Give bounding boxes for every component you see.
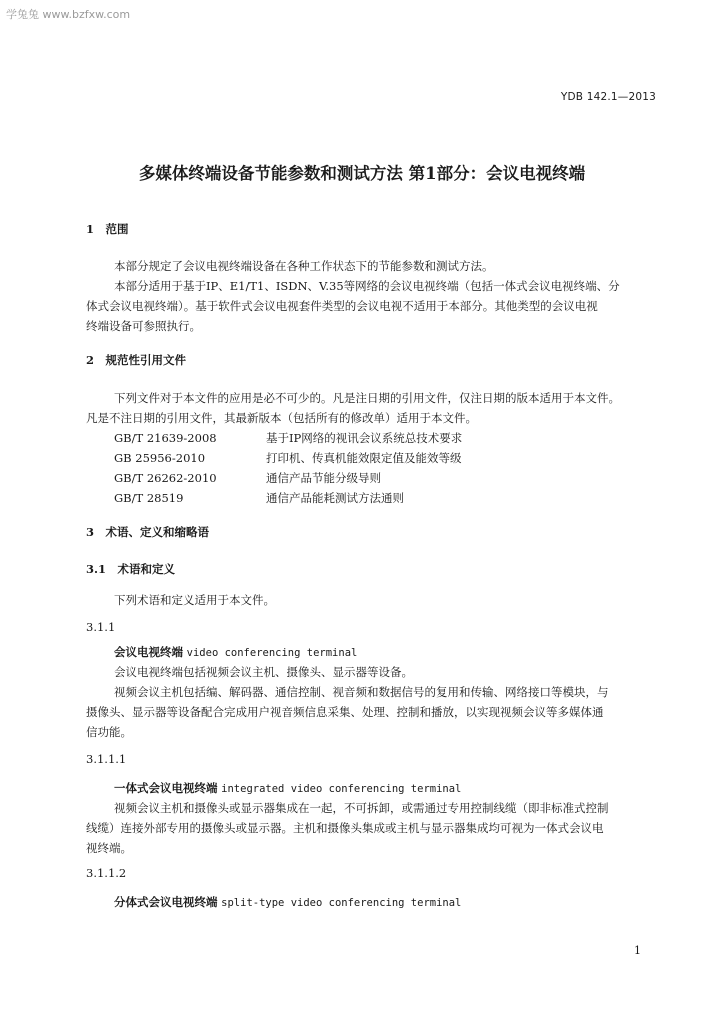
- section-3-1-heading: 3.1 术语和定义: [86, 562, 176, 576]
- reference-title: 通信产品能耗测试方法通则: [266, 491, 404, 505]
- term-3-1-1-en: video conferencing terminal: [186, 647, 358, 659]
- reference-title: 打印机、传真机能效限定值及能效等级: [266, 451, 462, 465]
- term-3-1-1-number: 3.1.1: [86, 620, 116, 634]
- term-3-1-1-2-title: [114, 892, 461, 913]
- reference-title: 基于IP网络的视讯会议系统总技术要求: [266, 431, 463, 445]
- term-3-1-1-1-number: 3.1.1.1: [86, 752, 127, 766]
- reference-code: GB/T 28519: [114, 491, 184, 505]
- section-1-para-2-line-3: 终端设备可参照执行。: [86, 319, 201, 333]
- term-3-1-1-1-cn: 一体式会议电视终端: [114, 781, 218, 795]
- section-1-para-1: 本部分规定了会议电视终端设备在各种工作状态下的节能参数和测试方法。: [114, 259, 494, 273]
- section-1-heading: 1 范围: [86, 222, 129, 236]
- term-3-1-1-line-2: 视频会议主机包括编、解码器、通信控制、视音频和数据信号的复用和传输、网络接口等模块，与: [114, 685, 609, 699]
- reference-title: 通信产品节能分级导则: [266, 471, 381, 485]
- section-2-para-line-2: 凡是不注日期的引用文件，其最新版本（包括所有的修改单）适用于本文件。: [86, 411, 477, 425]
- term-3-1-1-1-line-2: 线缆）连接外部专用的摄像头或显示器。主机和摄像头集成或主机与显示器集成均可视为一体式会议电: [86, 821, 604, 835]
- watermark: 学兔兔 www.bzfxw.com: [6, 8, 131, 21]
- term-3-1-1-2-cn: 分体式会议电视终端: [114, 895, 218, 909]
- term-3-1-1-1-line-3: 视终端。: [86, 841, 132, 855]
- standard-code: YDB 142.1—2013: [560, 91, 656, 103]
- reference-code: GB 25956-2010: [114, 451, 206, 465]
- section-2-para-line-1: 下列文件对于本文件的应用是必不可少的。凡是注日期的引用文件，仅注日期的版本适用于本文件。: [114, 391, 620, 405]
- document-title: 多媒体终端设备节能参数和测试方法 第1部分：会议电视终端: [138, 164, 586, 183]
- section-3-heading: 3 术语、定义和缩略语: [86, 525, 210, 539]
- term-3-1-1-line-1: 会议电视终端包括视频会议主机、摄像头、显示器等设备。: [114, 665, 413, 679]
- reference-code: GB/T 26262-2010: [114, 471, 217, 485]
- term-3-1-1-2-en: split-type video conferencing terminal: [221, 897, 462, 909]
- term-3-1-1-1-line-1: 视频会议主机和摄像头或显示器集成在一起，不可拆卸，或需通过专用控制线缆（即非标准式控制: [114, 801, 609, 815]
- section-1-para-2-line-1: 本部分适用于基于IP、E1/T1、ISDN、V.35等网络的会议电视终端（包括一体式会议电视终端、分: [114, 279, 620, 293]
- section-3-1-intro: 下列术语和定义适用于本文件。: [114, 593, 275, 607]
- term-3-1-1-title: [114, 642, 357, 663]
- term-3-1-1-line-3: 摄像头、显示器等设备配合完成用户视音频信息采集、处理、控制和播放，以实现视频会议等多媒体通: [86, 705, 604, 719]
- section-2-heading: 2 规范性引用文件: [86, 353, 187, 367]
- term-3-1-1-1-title: [114, 778, 461, 799]
- term-3-1-1-cn: 会议电视终端: [114, 645, 183, 659]
- page-number: 1: [634, 944, 641, 957]
- term-3-1-1-line-4: 信功能。: [86, 725, 132, 739]
- term-3-1-1-1-en: integrated video conferencing terminal: [221, 783, 462, 795]
- section-1-para-2-line-2: 体式会议电视终端）。基于软件式会议电视套件类型的会议电视不适用于本部分。其他类型的会议电视: [86, 299, 598, 313]
- term-3-1-1-2-number: 3.1.1.2: [86, 866, 127, 880]
- reference-code: GB/T 21639-2008: [114, 431, 217, 445]
